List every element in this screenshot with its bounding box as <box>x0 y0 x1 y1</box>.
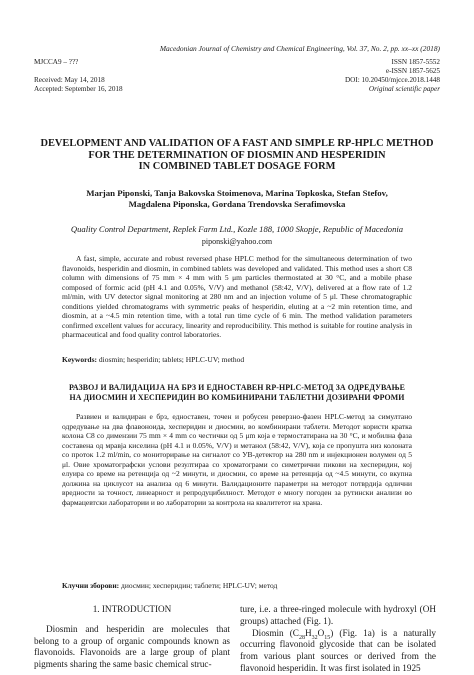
formula-o-count: 15 <box>324 634 331 641</box>
author-email: piponski@yahoo.com <box>201 237 273 246</box>
diosmin-text-start: Diosmin (C <box>252 627 299 638</box>
affiliation: Quality Control Department, Replek Farm Ltd., Kozle 188, 1000 Skopje, Republic of Macedonia <box>70 224 404 234</box>
keywords <box>62 355 412 365</box>
keywords-text: diosmin; hesperidin; tablets; HPLC-UV; method <box>98 355 245 364</box>
authors-line-2: Magdalena Piponska, Gordana Trendovska Serafimovska <box>128 199 346 210</box>
section-heading-introduction: 1. INTRODUCTION <box>92 604 172 614</box>
abstract: A fast, simple, accurate and robust reversed phase HPLC method for the simultaneous determination of two flavonoids, hesperidin and diosmin, in combined tablets was developed and validated. This method uses a short C8 column with dimensions of 75 mm × 4 mm with 5 μm particles thermostated at 30 °C, and a mobile phase composed of formic acid (pH 4.1 and 0.05%, V/V) and methanol (58:42, V/V), delivered at a flow rate of 1.2 ml/min, with UV detector signal monitoring at 280 nm and an injection volume of 5 μl. These chromatographic conditions yielded chromatograms with symmetric peaks of hesperidin, eluting at a ~2 min retention time, and diosmin, at a ~4.5 min retention time, with a total run time cycle of 6 min. The method validation parameters confirmed excellent values for accuracy, linearity and reproducibility. This method is suitable for routine analysis in pharmaceutical and food quality control laboratories. <box>62 254 412 339</box>
formula-h-count: 32 <box>311 634 318 641</box>
title-line-1: DEVELOPMENT AND VALIDATION OF A FAST AND SIMPLE RP-HPLC METHOD <box>40 138 434 149</box>
keywords-label: Keywords: <box>62 355 97 364</box>
mk-keywords-text: диосмин; хесперидин; таблети; HPLC-UV; метод <box>121 581 278 590</box>
title-line-2: FOR THE DETERMINATION OF DIOSMIN AND HESPERIDIN <box>88 149 386 161</box>
mk-title-line-1: РАЗВОЈ И ВАЛИДАЦИЈА НА БРЗ И ЕДНОСТАВЕН RP-HPLC-МЕТОД ЗА ОДРЕДУВАЊЕ <box>68 383 405 392</box>
body-column-left <box>34 604 230 671</box>
paper-title <box>34 138 440 173</box>
received-date: Received: May 14, 2018 <box>34 76 105 84</box>
mk-title-line-2: НА ДИОСМИН И ХЕСПЕРИДИН ВО КОМБИНИРАНИ ТАБЛЕТНИ ДОЗИРАНИ ФРОМИ <box>69 393 405 403</box>
issn-print: ISSN 1857-5552 <box>391 58 440 66</box>
accepted-date: Accepted: September 16, 2018 <box>34 85 123 93</box>
issn-online: e-ISSN 1857-5625 <box>385 67 440 75</box>
paper-type: Original scientific paper <box>368 85 440 93</box>
formula-h-letter: H <box>304 627 312 638</box>
formula-c-count: 28 <box>298 634 305 641</box>
macedonian-abstract: Развиен и валидиран е брз, едноставен, точен и робусен реверзно-фазен HPLC-метод за симултано одредување на два флавоноида, хесперидин и диосмин, во комбинирани таблети. Методот користи кратка колона C8 со димензии 75 mm × 4 mm со честички од 5 μm која е термостатирана на 30 °C, и мобилна фаза составена од мравја киселина (pH 4.1 и 0.05%, V/V) и метанол (58:42, V/V), која се пропушта низ колоната со проток 1.2 ml/min, со мониторирање на сигналот со УВ-детектор на 280 nm и инјекционен волумен од 5 μl. Овие хроматографски услови резултираа со хроматограми со симетрични пикови на хесперидин, кој елуира со време на ретенција од ~2 минути, и диосмин, со време на ретенција од ~4.5 минути, со вкупна должина на циклусот на анализа од 6 минути. Валидационите параметри на методот потврдија одлични вредности за точност, линеарност и репродуцибилност. Методот е многу погоден за рутински анализи во фармацевтски лаборатории и во лаборатории за контрола на квалитетот на храна. <box>62 412 412 507</box>
diosmin-text-end: ) (Fig. 1a) is a naturally occurring flavonoid glycoside that can be isolated from various plant sources or derived from the flavonoid hesperidin. It was first isolated in 1925 <box>240 627 437 673</box>
author-list <box>34 188 440 210</box>
intro-paragraph-1: Diosmin and hesperidin are molecules that belong to a group of organic compounds known as flavonoids. Flavonoids are a large group of plant pigments sharing the same basic chemical struc- <box>34 623 230 670</box>
authors-line-1: Marjan Piponski, Tanja Bakovska Stoimenova, Marina Topkoska, Stefan Stefov, <box>86 188 388 198</box>
doi: DOI: 10.20450/mjcce.2018.1448 <box>344 76 440 84</box>
journal-citation: Macedonian Journal of Chemistry and Chemical Engineering, Vol. 37, No. 2, pp. xx–xx (2018) <box>159 44 440 53</box>
journal-code: MJCCA9 – ??? <box>34 58 79 66</box>
title-line-3: IN COMBINED TABLET DOSAGE FORM <box>138 161 336 173</box>
mk-keywords-label: Клучни зборови: <box>62 581 120 590</box>
formula-o-letter: O <box>317 627 325 638</box>
macedonian-title <box>34 383 440 403</box>
intro-paragraph-2 <box>240 628 436 675</box>
intro-paragraph-continued: ture, i.e. a three-ringed molecule with hydroxyl (OH groups) attached (Fig. 1). <box>240 604 436 626</box>
macedonian-keywords <box>62 581 412 591</box>
body-column-right <box>240 604 436 675</box>
